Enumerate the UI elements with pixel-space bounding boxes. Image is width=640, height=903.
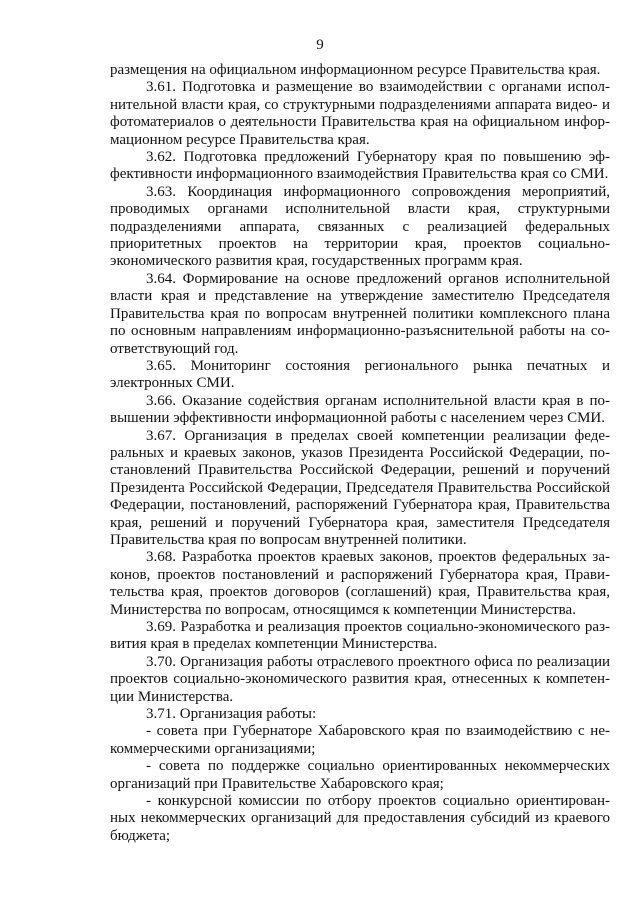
paragraph-continuation: размещения на официальном информационном ресурсе Правительства края. xyxy=(110,62,601,78)
list-item: - совета при Губернаторе Хабаровского края по взаимодействию с некоммерческими организациями; xyxy=(110,723,610,757)
paragraph-3-70: 3.70. Организация работы отраслевого проектного офиса по реализации проектов социально-экономического развития края, отнесенных к компетенции Министерства. xyxy=(110,653,610,705)
paragraph-3-65: 3.65. Мониторинг состояния регионального рынка печатных и электронных СМИ. xyxy=(110,357,610,392)
paragraph-3-64: 3.64. Формирование на основе предложений органов исполнительной власти края и представление на утверждение заместителю Председателя Правительства края по вопросам внутренней политики комплексного плана по основным направлениям информационно-разъяснительной работы на соответствующий год. xyxy=(110,270,610,357)
paragraph-3-61: 3.61. Подготовка и размещение во взаимодействии с органами исполнительной власти края, со структурными подразделениями аппарата видео- и фотоматериалов о деятельности Правительства края на официальном информационном ресурсе Правительства края. xyxy=(110,79,610,148)
page-number: 9 xyxy=(316,37,324,53)
paragraph-3-68: 3.68. Разработка проектов краевых законов, проектов федеральных законов, проектов постановлений и распоряжений Губернатора края, Правительства края, проектов договоров (соглашений) края, Правительства края, Министерства по вопросам, относящимся к компетенции Министерства. xyxy=(110,549,610,618)
paragraph-3-62: 3.62. Подготовка предложений Губернатору края по повышению эффективности информационного взаимодействия Правительства края со СМИ. xyxy=(110,149,610,183)
paragraph-3-69: 3.69. Разработка и реализация проектов социально-экономического развития края в пределах компетенции Министерства. xyxy=(110,619,610,653)
paragraph-3-63: 3.63. Координация информационного сопровождения мероприятий, проводимых органами исполнительной власти края, структурными подразделениями аппарата, связанных с реализацией федеральных приоритетных проектов на территории края, проектов социально-экономического развития края, государственных программ края. xyxy=(110,183,610,270)
paragraph-3-67: 3.67. Организация в пределах своей компетенции реализации федеральных и краевых законов, указов Президента Российской Федерации, постановлений Правительства Российской Федерации, решений и поручений Президента Российской Федерации, Председателя Правительства Российской Федерации, постановлений, распоряжений Губернатора края, Правительства края, решений и поручений Губернатора края, заместителя Председателя Правительства края по вопросам внутренней политики. xyxy=(110,427,610,548)
paragraph-3-66: 3.66. Оказание содействия органам исполнительной власти края в повышении эффективности информационной работы с населением через СМИ. xyxy=(110,392,610,427)
list-item: - конкурсной комиссии по отбору проектов социально ориентированных некоммерческих организаций для предоставления субсидий из краевого бюджета; xyxy=(110,793,610,844)
paragraph-3-71: 3.71. Организация работы: xyxy=(146,706,317,723)
document-body xyxy=(110,62,610,845)
list-item: - совета по поддержке социально ориентированных некоммерческих организаций при Правительстве Хабаровского края; xyxy=(110,758,610,792)
